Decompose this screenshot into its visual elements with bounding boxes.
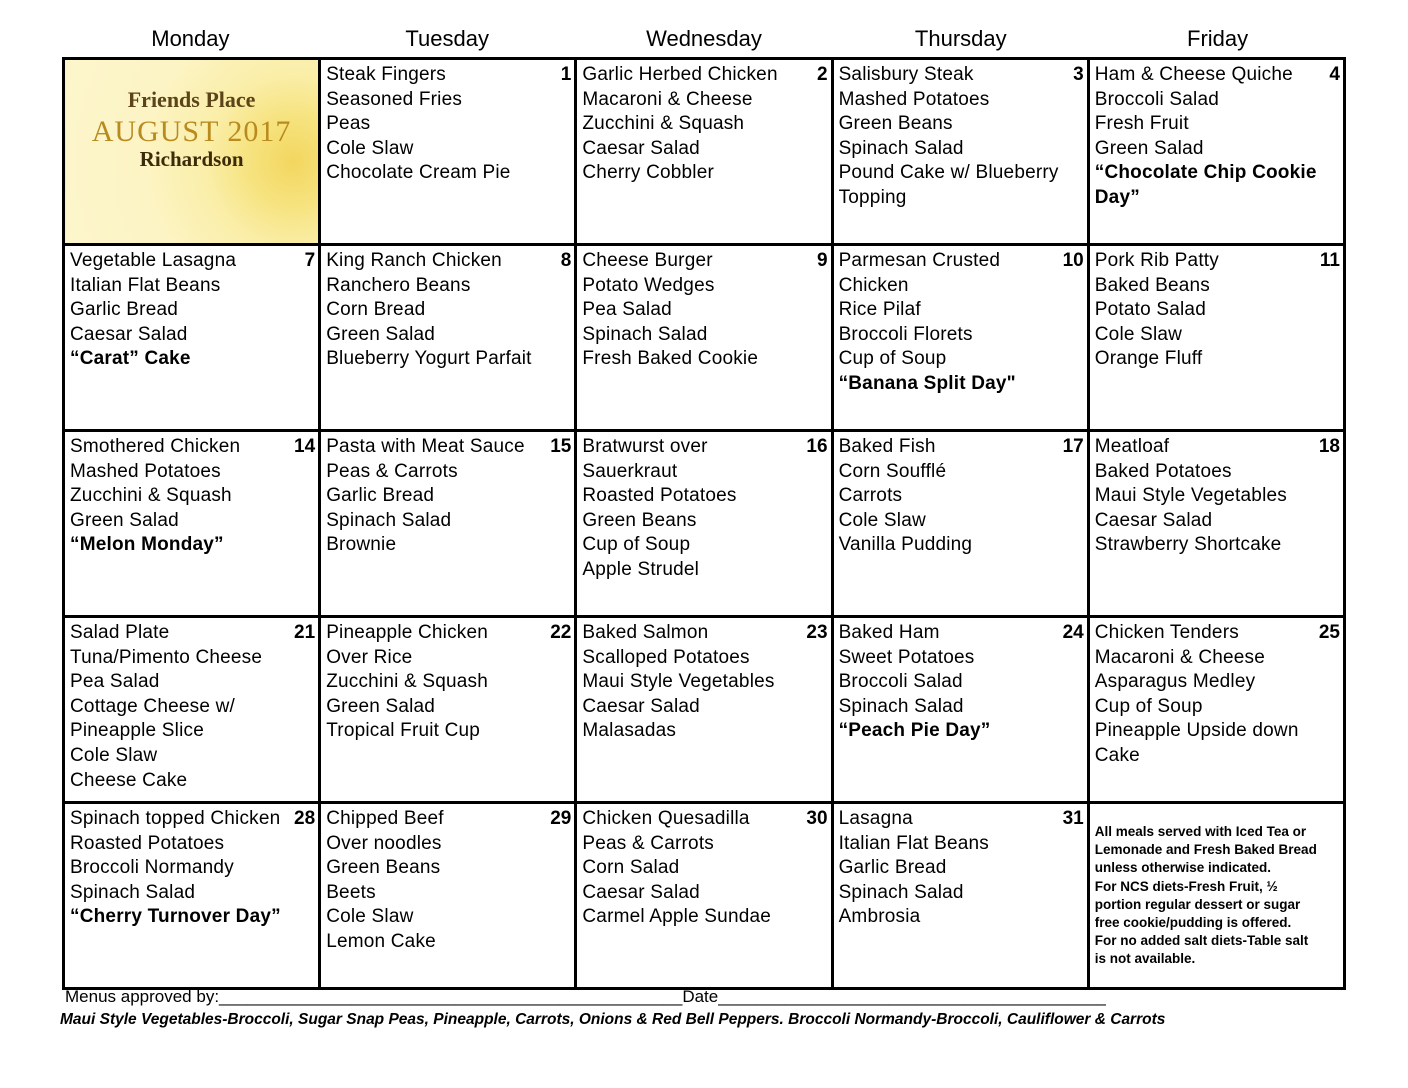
menu-item: Maui Style Vegetables [1094, 485, 1287, 507]
weekday-label: Friday [1187, 26, 1249, 51]
menu-item: Cole Slaw [326, 906, 414, 928]
menu-item: Garlic Herbed Chicken [582, 64, 778, 85]
day-cell [832, 431, 1088, 617]
day-number: 4 [1329, 64, 1340, 85]
weekday-label: Thursday [914, 26, 1007, 51]
menu-item: Carrots [838, 485, 903, 507]
day-number: 1 [560, 64, 572, 85]
menu-item: Mashed Potatoes [70, 460, 221, 482]
menu-item: Pea Salad [70, 671, 160, 693]
day-cell [832, 59, 1088, 245]
menu-item: Peas & Carrots [582, 832, 715, 854]
menu-item: Mashed Potatoes [838, 88, 990, 110]
menu-item: Apple Strudel [582, 558, 700, 580]
day-cell [320, 431, 576, 617]
menu-item: “Banana Split Day" [838, 372, 1016, 394]
logo-line1: Friends Place [127, 87, 256, 112]
weekday-header [62, 26, 1346, 56]
menu-item: Macaroni & Cheese [582, 88, 753, 110]
menu-item: Green Salad [1094, 137, 1204, 159]
day-cell [1088, 245, 1344, 431]
menu-item: Over noodles [326, 832, 442, 854]
meal-notes [1095, 807, 1340, 969]
week-row [64, 617, 1345, 803]
day-number: 7 [304, 250, 316, 271]
menu-item: Caesar Salad [582, 695, 700, 717]
menu-item: Green Beans [582, 509, 697, 531]
menu-item: Corn Salad [582, 857, 680, 879]
menu-item: Fresh Baked Cookie [582, 348, 759, 370]
menu-item: Blueberry Yogurt Parfait [326, 348, 532, 370]
menu-item: Cup of Soup [582, 534, 691, 556]
day-number: 2 [816, 64, 828, 85]
menu-calendar [62, 57, 1346, 990]
day-number: 11 [1319, 250, 1340, 271]
menu-item: Parmesan Crusted [838, 250, 1001, 271]
note-line: free cookie/pudding is offered. [1094, 915, 1292, 931]
day-cell [320, 245, 576, 431]
menu-item: Chipped Beef [326, 808, 444, 829]
day-cell [832, 245, 1088, 431]
menu-item: Salisbury Steak [838, 64, 974, 85]
menu-item: Macaroni & Cheese [1094, 646, 1266, 668]
menu-item: Topping [838, 186, 907, 208]
menu-item: Italian Flat Beans [838, 832, 989, 854]
menu-item: Chocolate Cream Pie [326, 162, 511, 184]
menu-item: Caesar Salad [582, 881, 700, 903]
day-number: 8 [560, 250, 572, 271]
day-number: 10 [1062, 250, 1084, 271]
menu-item: Salad Plate [70, 622, 170, 643]
menu-item: Chicken [838, 274, 909, 296]
menu-item: Spinach topped Chicken [70, 808, 281, 829]
week-row [64, 803, 1345, 989]
day-number: 21 [294, 622, 316, 643]
menu-item: Green Salad [326, 323, 436, 345]
menu-item: Green Beans [838, 113, 953, 135]
menu-item: Caesar Salad [582, 137, 700, 159]
day-cell [576, 245, 832, 431]
day-cell [1088, 59, 1344, 245]
menu-item: Tropical Fruit Cup [326, 720, 481, 742]
menu-item: Over Rice [326, 646, 413, 668]
day-number: 9 [816, 250, 828, 271]
day-cell [1088, 617, 1344, 803]
menu-item: Zucchini & Squash [582, 113, 745, 135]
menu-item: Corn Soufflé [838, 460, 947, 482]
menu-item: Baked Ham [838, 622, 940, 643]
menu-item: Chicken Tenders [1094, 622, 1239, 643]
menu-item: Broccoli Florets [838, 323, 973, 345]
note-line: Lemonade and Fresh Baked Bread [1094, 842, 1317, 858]
menu-item: Caesar Salad [1094, 509, 1213, 531]
menu-item: Roasted Potatoes [582, 485, 737, 507]
menu-item: “Chocolate Chip Cookie [1094, 162, 1317, 184]
menu-item: Steak Fingers [326, 64, 447, 85]
menu-item: Brownie [326, 534, 397, 556]
menu-item: “Carat” Cake [70, 348, 191, 370]
day-cell [64, 245, 320, 431]
day-number: 30 [806, 808, 828, 829]
menu-item: Spinach Salad [838, 137, 964, 159]
menu-item: Cake [1094, 744, 1140, 766]
day-cell [832, 803, 1088, 989]
calendar-logo-cell [64, 59, 320, 245]
menu-item: Zucchini & Squash [326, 671, 489, 693]
menu-item: Garlic Bread [326, 485, 435, 507]
menu-item: Cup of Soup [1094, 695, 1203, 717]
menu-item: King Ranch Chicken [326, 250, 502, 271]
day-cell [320, 803, 576, 989]
menu-item: Strawberry Shortcake [1094, 534, 1282, 556]
menu-item: Broccoli Salad [1094, 88, 1219, 110]
day-number: 14 [294, 436, 316, 457]
menu-item: Spinach Salad [326, 509, 452, 531]
day-cell [64, 803, 320, 989]
menu-item: “Melon Monday” [70, 534, 224, 556]
day-number: 31 [1062, 808, 1084, 829]
vegetable-footnote: Maui Style Vegetables-Broccoli, Sugar Snap Peas, Pineapple, Carrots, Onions & Red Bell Peppers. Broccoli Normandy-Broccoli, Cauliflower & Carrots [60, 1011, 1166, 1028]
day-cell [320, 617, 576, 803]
weekday-label: Tuesday [405, 26, 489, 51]
menu-item: Spinach Salad [582, 323, 708, 345]
menu-item: Roasted Potatoes [70, 832, 225, 854]
menu-item: Smothered Chicken [70, 436, 241, 457]
day-cell [576, 431, 832, 617]
menu-item: Maui Style Vegetables [582, 671, 775, 693]
menu-item: Ambrosia [838, 906, 921, 928]
menu-item: Pea Salad [582, 299, 672, 321]
menu-item: Pound Cake w/ Blueberry [838, 162, 1059, 184]
menu-item: Spinach Salad [838, 695, 964, 717]
sunflower-logo [65, 60, 318, 172]
menu-item: Green Beans [326, 857, 441, 879]
day-number: 17 [1062, 436, 1084, 457]
menu-item: Spinach Salad [70, 881, 196, 903]
menu-item: Pineapple Upside down [1094, 720, 1299, 742]
menu-item: Italian Flat Beans [70, 274, 221, 296]
menu-item: Ranchero Beans [326, 274, 471, 296]
menu-item: Cole Slaw [326, 137, 414, 159]
menu-item: Cherry Cobbler [582, 162, 715, 184]
menu-item: Rice Pilaf [838, 299, 921, 321]
menu-item: Pineapple Chicken [326, 622, 489, 643]
menu-item: Green Salad [326, 695, 436, 717]
day-cell [576, 803, 832, 989]
day-cell [64, 431, 320, 617]
week-row [64, 431, 1345, 617]
menu-item: Vanilla Pudding [838, 534, 973, 556]
day-cell [64, 617, 320, 803]
menu-item: Pineapple Slice [70, 720, 204, 742]
menu-item: Asparagus Medley [1094, 671, 1256, 693]
day-cell [576, 59, 832, 245]
day-number: 3 [1073, 64, 1084, 85]
menu-item: Pasta with Meat Sauce [326, 436, 525, 457]
menu-item: Sauerkraut [582, 460, 678, 482]
note-line: portion regular dessert or sugar [1094, 896, 1301, 912]
menu-item: “Cherry Turnover Day” [70, 906, 281, 928]
menu-item: Scalloped Potatoes [582, 646, 750, 668]
menu-item: Carmel Apple Sundae [582, 906, 772, 928]
day-number: 24 [1062, 622, 1084, 643]
menu-item: Potato Wedges [582, 274, 715, 296]
menu-item: Bratwurst over [582, 436, 708, 457]
menu-item: Cole Slaw [838, 509, 926, 531]
menu-item: Spinach Salad [838, 881, 964, 903]
day-cell [1088, 431, 1344, 617]
menu-item: Broccoli Salad [838, 671, 963, 693]
menu-item: Baked Fish [838, 436, 936, 457]
menu-item: Broccoli Normandy [70, 857, 234, 879]
day-number: 23 [806, 622, 828, 643]
menu-item: Baked Potatoes [1094, 460, 1232, 482]
menu-item: Lasagna [838, 808, 913, 829]
menu-item: Caesar Salad [70, 323, 188, 345]
menu-item: Seasoned Fries [326, 88, 463, 110]
menu-item: Cheese Cake [70, 769, 188, 791]
menu-item: Cole Slaw [70, 744, 158, 766]
menu-item: Peas [326, 113, 371, 135]
menu-item: “Peach Pie Day” [838, 720, 991, 742]
menu-item: Cole Slaw [1094, 323, 1183, 345]
menu-item: Orange Fluff [1094, 348, 1203, 370]
menu-item: Garlic Bread [838, 857, 947, 879]
menu-item: Green Salad [70, 509, 179, 531]
note-line: For no added salt diets-Table salt [1094, 933, 1309, 949]
meal-notes-cell [1088, 803, 1344, 989]
menu-item: Cottage Cheese w/ [70, 695, 235, 717]
day-cell [832, 617, 1088, 803]
day-number: 15 [550, 436, 572, 457]
menu-item: Garlic Bread [70, 299, 178, 321]
menu-item: Malasadas [582, 720, 677, 742]
menu-item: Ham & Cheese Quiche [1094, 64, 1293, 85]
weekday-label: Wednesday [646, 26, 762, 51]
day-number: 28 [294, 808, 316, 829]
week-row [64, 59, 1345, 245]
menu-item: Cheese Burger [582, 250, 713, 271]
day-number: 29 [550, 808, 572, 829]
menu-item: Peas & Carrots [326, 460, 458, 482]
menu-item: Corn Bread [326, 299, 426, 321]
menu-item: Chicken Quesadilla [582, 808, 750, 829]
day-number: 18 [1318, 436, 1340, 457]
day-number: 22 [550, 622, 572, 643]
note-line: For NCS diets-Fresh Fruit, ½ [1094, 878, 1278, 894]
menu-item: Meatloaf [1094, 436, 1170, 457]
approval-line: Menus approved by:_________________________________________________Date_________________________________________ [65, 987, 1106, 1006]
note-line: unless otherwise indicated. [1094, 860, 1272, 876]
week-row [64, 245, 1345, 431]
logo-line3: Richardson [139, 147, 244, 171]
day-cell [576, 617, 832, 803]
day-cell [320, 59, 576, 245]
menu-item: Vegetable Lasagna [70, 250, 237, 271]
logo-line2: AUGUST 2017 [91, 115, 292, 148]
menu-item: Zucchini & Squash [70, 485, 232, 507]
menu-item: Cup of Soup [838, 348, 947, 370]
menu-item: Beets [326, 881, 376, 903]
menu-item: Baked Salmon [582, 622, 709, 643]
menu-item: Fresh Fruit [1094, 113, 1189, 135]
weekday-label: Monday [151, 26, 230, 51]
menu-item: Lemon Cake [326, 930, 436, 952]
menu-item: Potato Salad [1094, 299, 1206, 321]
day-number: 16 [806, 436, 828, 457]
menu-item: Pork Rib Patty [1094, 250, 1219, 271]
day-number: 25 [1318, 622, 1340, 643]
menu-item: Sweet Potatoes [838, 646, 975, 668]
note-line: is not available. [1094, 951, 1196, 967]
menu-item: Day” [1094, 186, 1140, 208]
note-line: All meals served with Iced Tea or [1094, 824, 1307, 839]
menu-item: Tuna/Pimento Cheese [70, 646, 263, 668]
menu-item: Baked Beans [1094, 274, 1210, 296]
